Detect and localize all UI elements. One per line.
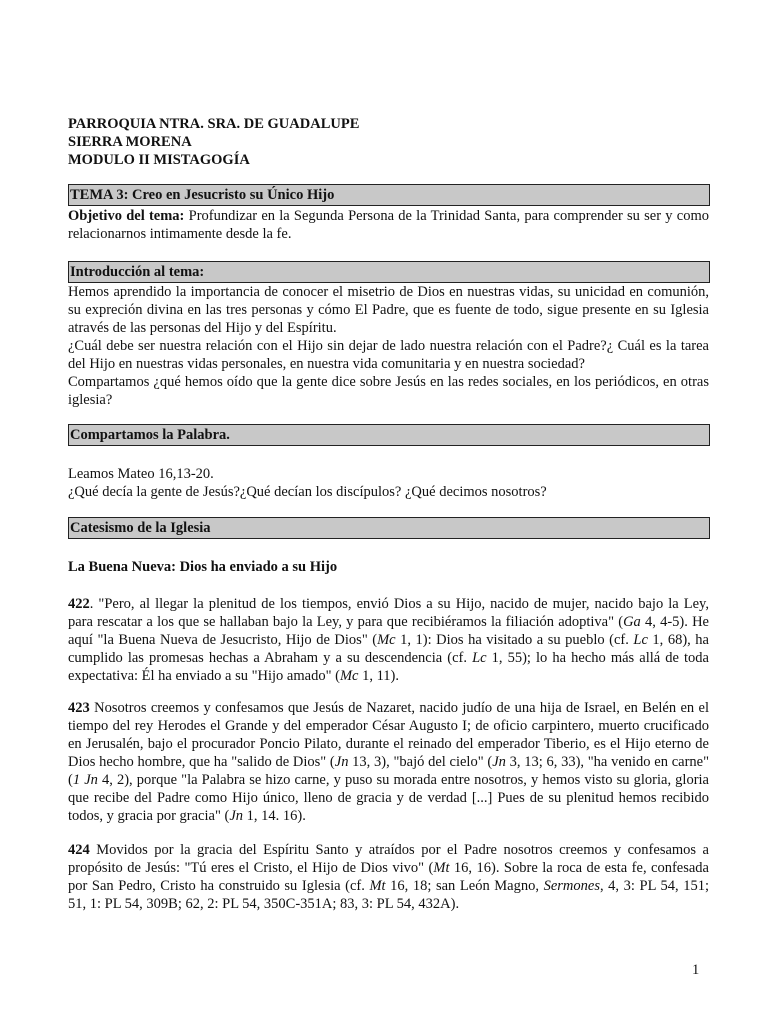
intro-paragraph-2: ¿Cuál debe ser nuestra relación con el Hijo sin dejar de lado nuestra relación con el Padre?¿ Cuál es la tarea del Hijo en nuestras vidas personales, en nuestra vida comunitaria y en nuestra sociedad? <box>68 338 709 372</box>
objective-label: Objetivo del tema: <box>68 208 185 224</box>
paragraph-423: 423 Nosotros creemos y confesamos que Jesús de Nazaret, nacido judío de una hija de Israel, en Belén en el tiempo del rey Herodes el Grande y del emperador César Augusto I; de oficio carpintero, muerto crucificado en Jerusalén, bajo el procurador Poncio Pilato, durante el reinado del emperador Tiberio, es el Hijo eterno de Dios hecho hombre, que ha "salido de Dios" (Jn 13, 3), "bajó del cielo" (Jn 3, 13; 6, 33), "ha venido en carne" (1 Jn 4, 2), porque "la Palabra se hizo carne, y puso su morada entre nosotros, y hemos visto su gloria, gloria que recibe del Padre como Hijo único, lleno de gracia y de verdad [...] Pues de su plenitud hemos recibido todos, y gracia por gracia" (Jn 1, 14. 16). <box>68 700 709 824</box>
document-header <box>68 115 709 169</box>
intro-paragraph-1: Hemos aprendido la importancia de conocer el misetrio de Dios en nuestras vidas, su unicidad en comunión, su expreción divina en las tres personas y cómo El Padre, que es fuente de todo, sigue presente en su Iglesia através de las personas del Hijo y del Espíritu. <box>68 284 709 336</box>
paragraph-424: 424 Movidos por la gracia del Espíritu Santo y atraídos por el Padre nosotros creemos y confesamos a propósito de Jesús: "Tú eres el Cristo, el Hijo de Dios vivo" (Mt 16, 16). Sobre la roca de esta fe, confesada por San Pedro, Cristo ha construido su Iglesia (cf. Mt 16, 18; san León Magno, Sermones, 4, 3: PL 54, 151; 51, 1: PL 54, 309B; 62, 2: PL 54, 350C-351A; 83, 3: PL 54, 432A). <box>68 842 709 912</box>
palabra-questions: ¿Qué decía la gente de Jesús?¿Qué decían los discípulos? ¿Qué decimos nosotros? <box>68 484 547 500</box>
palabra-reading: Leamos Mateo 16,13-20. <box>68 466 214 482</box>
palabra-body <box>68 465 709 501</box>
page-number: 1 <box>692 962 700 978</box>
intro-paragraph-3: Compartamos ¿qué hemos oído que la gente dice sobre Jesús en las redes sociales, en los periódicos, en otras iglesia? <box>68 374 709 408</box>
section-bar-intro: Introducción al tema: <box>68 261 710 283</box>
catecismo-subtitle: La Buena Nueva: Dios ha enviado a su Hijo <box>68 559 338 575</box>
paragraph-422: 422. "Pero, al llegar la plenitud de los tiempos, envió Dios a su Hijo, nacido de mujer, nacido bajo la Ley, para rescatar a los que se hallaban bajo la Ley, y para que recibiéramos la filiación adoptiva" (Ga 4, 4-5). He aquí "la Buena Nueva de Jesucristo, Hijo de Dios" (Mc 1, 1): Dios ha visitado a su pueblo (cf. Lc 1, 68), ha cumplido las promesas hechas a Abraham y a su descendencia (cf. Lc 1, 55); lo ha hecho más allá de toda expectativa: Él ha enviado a su "Hijo amado" (Mc 1, 11). <box>68 596 709 684</box>
number-424: 424 <box>68 842 90 858</box>
section-bar-catecismo: Catesismo de la Iglesia <box>68 517 710 539</box>
number-422: 422 <box>68 596 90 612</box>
objective-paragraph <box>68 207 709 243</box>
intro-body <box>68 283 709 409</box>
module-title: MODULO II MISTAGOGÍA <box>68 152 250 168</box>
parish-location: SIERRA MORENA <box>68 134 192 150</box>
objective-text: Profundizar en la Segunda Persona de la Trinidad Santa, para comprender su ser y como relacionarnos intimamente desde la fe. <box>68 208 709 242</box>
section-bar-palabra: Compartamos la Palabra. <box>68 424 710 446</box>
parish-name: PARROQUIA NTRA. SRA. DE GUADALUPE <box>68 116 360 132</box>
section-bar-tema: TEMA 3: Creo en Jesucristo su Único Hijo <box>68 184 710 206</box>
number-423: 423 <box>68 700 90 716</box>
